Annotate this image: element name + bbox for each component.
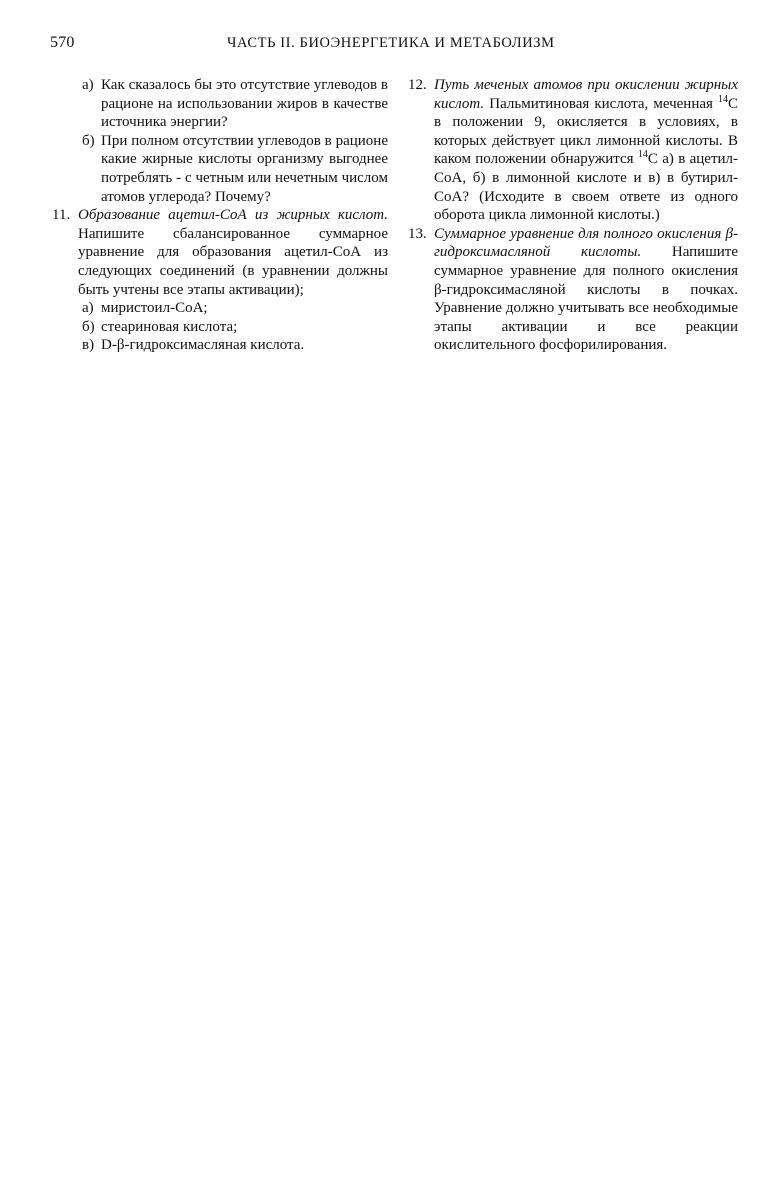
problem-13 [408, 225, 738, 355]
subquestion-a-text: Как сказалось бы это отсутствие углеводов в рационе на использовании жиров в качестве источника энергии? [101, 77, 388, 131]
problem-11-item-b-text: стеариновая кислота; [101, 318, 238, 335]
problem-13-paragraph [434, 225, 738, 355]
running-title: ЧАСТЬ II. БИОЭНЕРГЕТИКА И МЕТАБОЛИЗМ [227, 35, 555, 51]
problem-11-items [52, 299, 388, 355]
problem-11-item-c-marker: в) [82, 337, 95, 354]
problem-11-body [78, 206, 388, 299]
problem-11 [52, 206, 388, 299]
problem-11-item-b [82, 318, 388, 337]
problem-11-item-a-text: миристоил-СоА; [101, 300, 208, 317]
problem-11-title: Образование ацетил-СоА из жирных кислот. [78, 207, 388, 224]
problem-12-superscript-2: 14 [637, 149, 648, 161]
problem-11-paragraph [78, 206, 388, 299]
problem-13-text: Напишите суммарное уравнение для полного окисления β-гидроксимасляной кислоты в почках. Уравнение должно учитывать все необходимые этапы активации и все реакции окислительного фосфорилирования. [434, 244, 738, 354]
problem-12 [408, 76, 738, 225]
subquestion-a-marker: а) [82, 77, 94, 93]
problem-12-superscript-1: 14 [718, 93, 728, 105]
subquestion-a [82, 76, 388, 132]
problem-11-text: Напишите сбалансированное суммарное уравнение для образования ацетил-СоА из следующих соединений (в уравнении должны быть учтены все этапы активации); [78, 225, 388, 298]
page-number: 570 [50, 34, 75, 51]
problem-11-item-c-text: D-β-гидроксимасляная кислота. [101, 337, 305, 354]
problem-11-number: 11. [52, 207, 71, 224]
problem-12-paragraph [434, 76, 738, 225]
subquestion-b-text: При полном отсутствии углеводов в рационе какие жирные кислоты организму выгоднее потреблять - с четным или нечетным числом атомов углерода? Почему? [101, 132, 388, 205]
problem-12-text-1: Пальмитиновая кислота, меченная [489, 95, 713, 112]
subquestion-b-marker: б) [82, 132, 95, 149]
problem-11-item-a [82, 299, 388, 318]
problem-12-number: 12. [408, 77, 427, 93]
problem-11-item-a-marker: а) [82, 300, 94, 317]
problem-12-text-3: С а) в ацетил-СоА, б) в лимонной кислоте и в) в бутирил-СоА? (Исходите в своем ответе из одного оборота цикла лимонной кислоты.) [434, 151, 739, 224]
problem-13-number: 13. [408, 225, 427, 242]
problem-11-item-c [82, 336, 388, 355]
left-column [52, 76, 388, 355]
problem-12-text-2: С в положении 9, окисляется в условиях, в которых действует цикл лимонной кислоты. В каком положении обнаружится [434, 95, 739, 168]
subquestion-b [82, 132, 388, 206]
problem-12-title: Путь меченых атомов при окислении жирных кислот. [434, 77, 738, 112]
problem-13-title: Суммарное уравнение для полного окисления β-гидроксимасляной кислоты. [434, 225, 738, 261]
right-column [408, 76, 738, 355]
problem-11-item-b-marker: б) [82, 318, 95, 335]
